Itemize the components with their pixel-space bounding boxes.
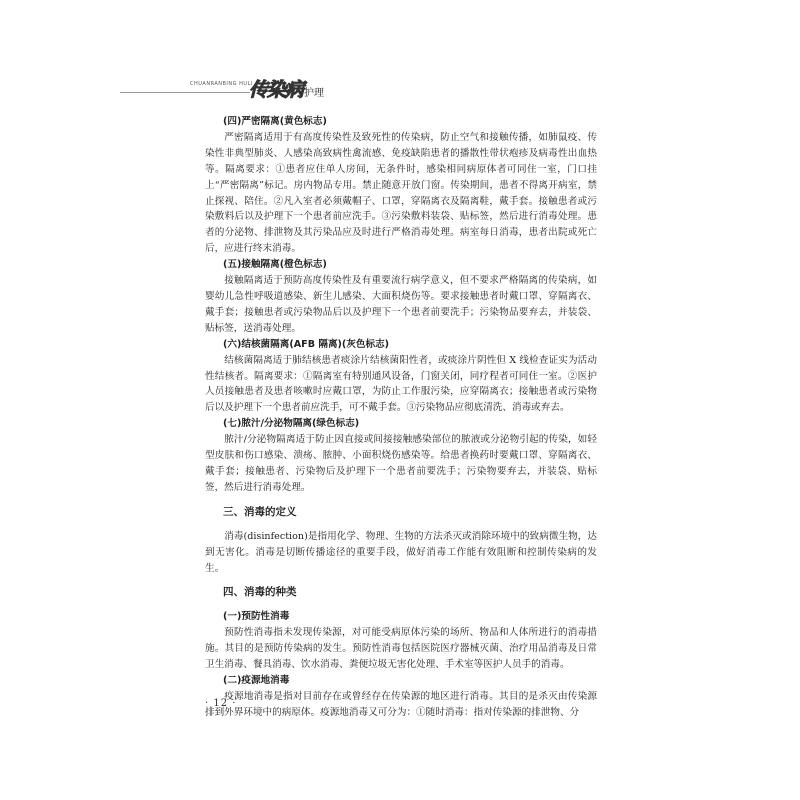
section-heading-contact-isolation: (五)接触隔离(橙色标志)	[223, 259, 327, 271]
page-content	[205, 114, 597, 721]
chapter-heading-disinfection-types: 四、消毒的种类	[223, 586, 297, 599]
section-heading-secretion-isolation: (七)脓汁/分泌物隔离(绿色标志)	[223, 418, 360, 430]
header-rule	[120, 92, 250, 93]
page-number: · 12 ·	[205, 698, 237, 709]
paragraph-tb-isolation: 结核菌隔离适于肺结核患者痰涂片结核菌阳性者，或痰涂片阴性但 X 线检查证实为活动性结核者。隔离要求：①隔离室有特别通风设备，门窗关闭，同疗程者可同住一室。②医护人员接触患者及患者咳嗽时应戴口罩，为防止工作服污染，应穿隔离衣；接触患者或污染物后以及护理下一个患者前应洗手，可不戴手套。③污染物品应彻底清洗、消毒或弃去。	[205, 354, 597, 414]
header-brand-title: 传染病	[249, 79, 304, 101]
paragraph-preventive: 预防性消毒指未发现传染源，对可能受病原体污染的场所、物品和人体所进行的消毒措施。其目的是预防传染病的发生。预防性消毒包括医院医疗器械灭菌、治疗用品消毒及日常卫生消毒、餐具消毒、饮水消毒、粪便垃圾无害化处理、手术室等医护人员手的消毒。	[205, 627, 597, 671]
paragraph-secretion-isolation: 脓汁/分泌物隔离适于防止因直接或间接接触感染部位的脓液或分泌物引起的传染，如轻型皮肤和伤口感染、溃疡、脓肿、小面积烧伤感染等。给患者换药时要戴口罩、穿隔离衣、戴手套；接触患者、污染物后及护理下一个患者前要洗手；污染物要弃去，并装袋、贴标签，然后进行消毒处理。	[205, 434, 597, 493]
paragraph-focus: 疫源地消毒是指对目前存在或曾经存在传染源的地区进行消毒。其目的是杀灭由传染源排到外界环境中的病原体。疫源地消毒又可分为：①随时消毒：指对传染源的排泄物、分	[205, 691, 597, 718]
paragraph-disinfection-definition: 消毒(disinfection)是指用化学、物理、生物的方法杀灭或消除环境中的致病微生物，达到无害化。消毒是切断传播途径的重要手段，做好消毒工作能有效阻断和控制传染病的发生。	[205, 530, 597, 574]
header-brand-subtitle: 护理	[304, 88, 325, 99]
section-heading-tb-isolation: (六)结核菌隔离(AFB 隔离)(灰色标志)	[223, 338, 390, 350]
paragraph-contact-isolation: 接触隔离适于预防高度传染性及有重要流行病学意义，但不要求严格隔离的传染病，如婴幼儿急性呼吸道感染、新生儿感染、大面积烧伤等。要求接触患者时戴口罩、穿隔离衣、戴手套；接触患者或污染物品后以及护理下一个患者前要洗手；污染物品要弃去，并装袋、贴标签，送消毒处理。	[205, 275, 597, 334]
chapter-heading-disinfection-definition: 三、消毒的定义	[223, 505, 297, 518]
subsection-heading-preventive: (一)预防性消毒	[223, 611, 290, 623]
header-logo	[249, 75, 324, 102]
header-pinyin: CHUANRANBING HULI	[190, 81, 253, 87]
section-heading-strict-isolation: (四)严密隔离(黄色标志)	[223, 116, 327, 127]
paragraph-strict-isolation: 严密隔离适用于有高度传染性及致死性的传染病，防止空气和接触传播，如肺鼠疫、传染性非典型肺炎、人感染高致病性禽流感、免疫缺陷患者的播散性带状疱疹及病毒性出血热等。隔离要求：①患者应住单人房间，无条件时，感染相同病原体者可同住一室，门口挂上“严密隔离”标记。房内物品专用。禁止随意开放门窗。传染期间，患者不得离开病室，禁止探视、陪住。②凡入室者必须戴帽子、口罩，穿隔离衣及隔离鞋，戴手套。接触患者或污染敷料后以及护理下一个患者前应洗手。③污染敷料装袋、贴标签，然后进行消毒处理。患者的分泌物、排泄物及其污染品应及时进行严格消毒处理。病室每日消毒，患者出院或死亡后，应进行终末消毒。	[205, 131, 597, 255]
subsection-heading-focus: (二)疫源地消毒	[223, 675, 290, 687]
